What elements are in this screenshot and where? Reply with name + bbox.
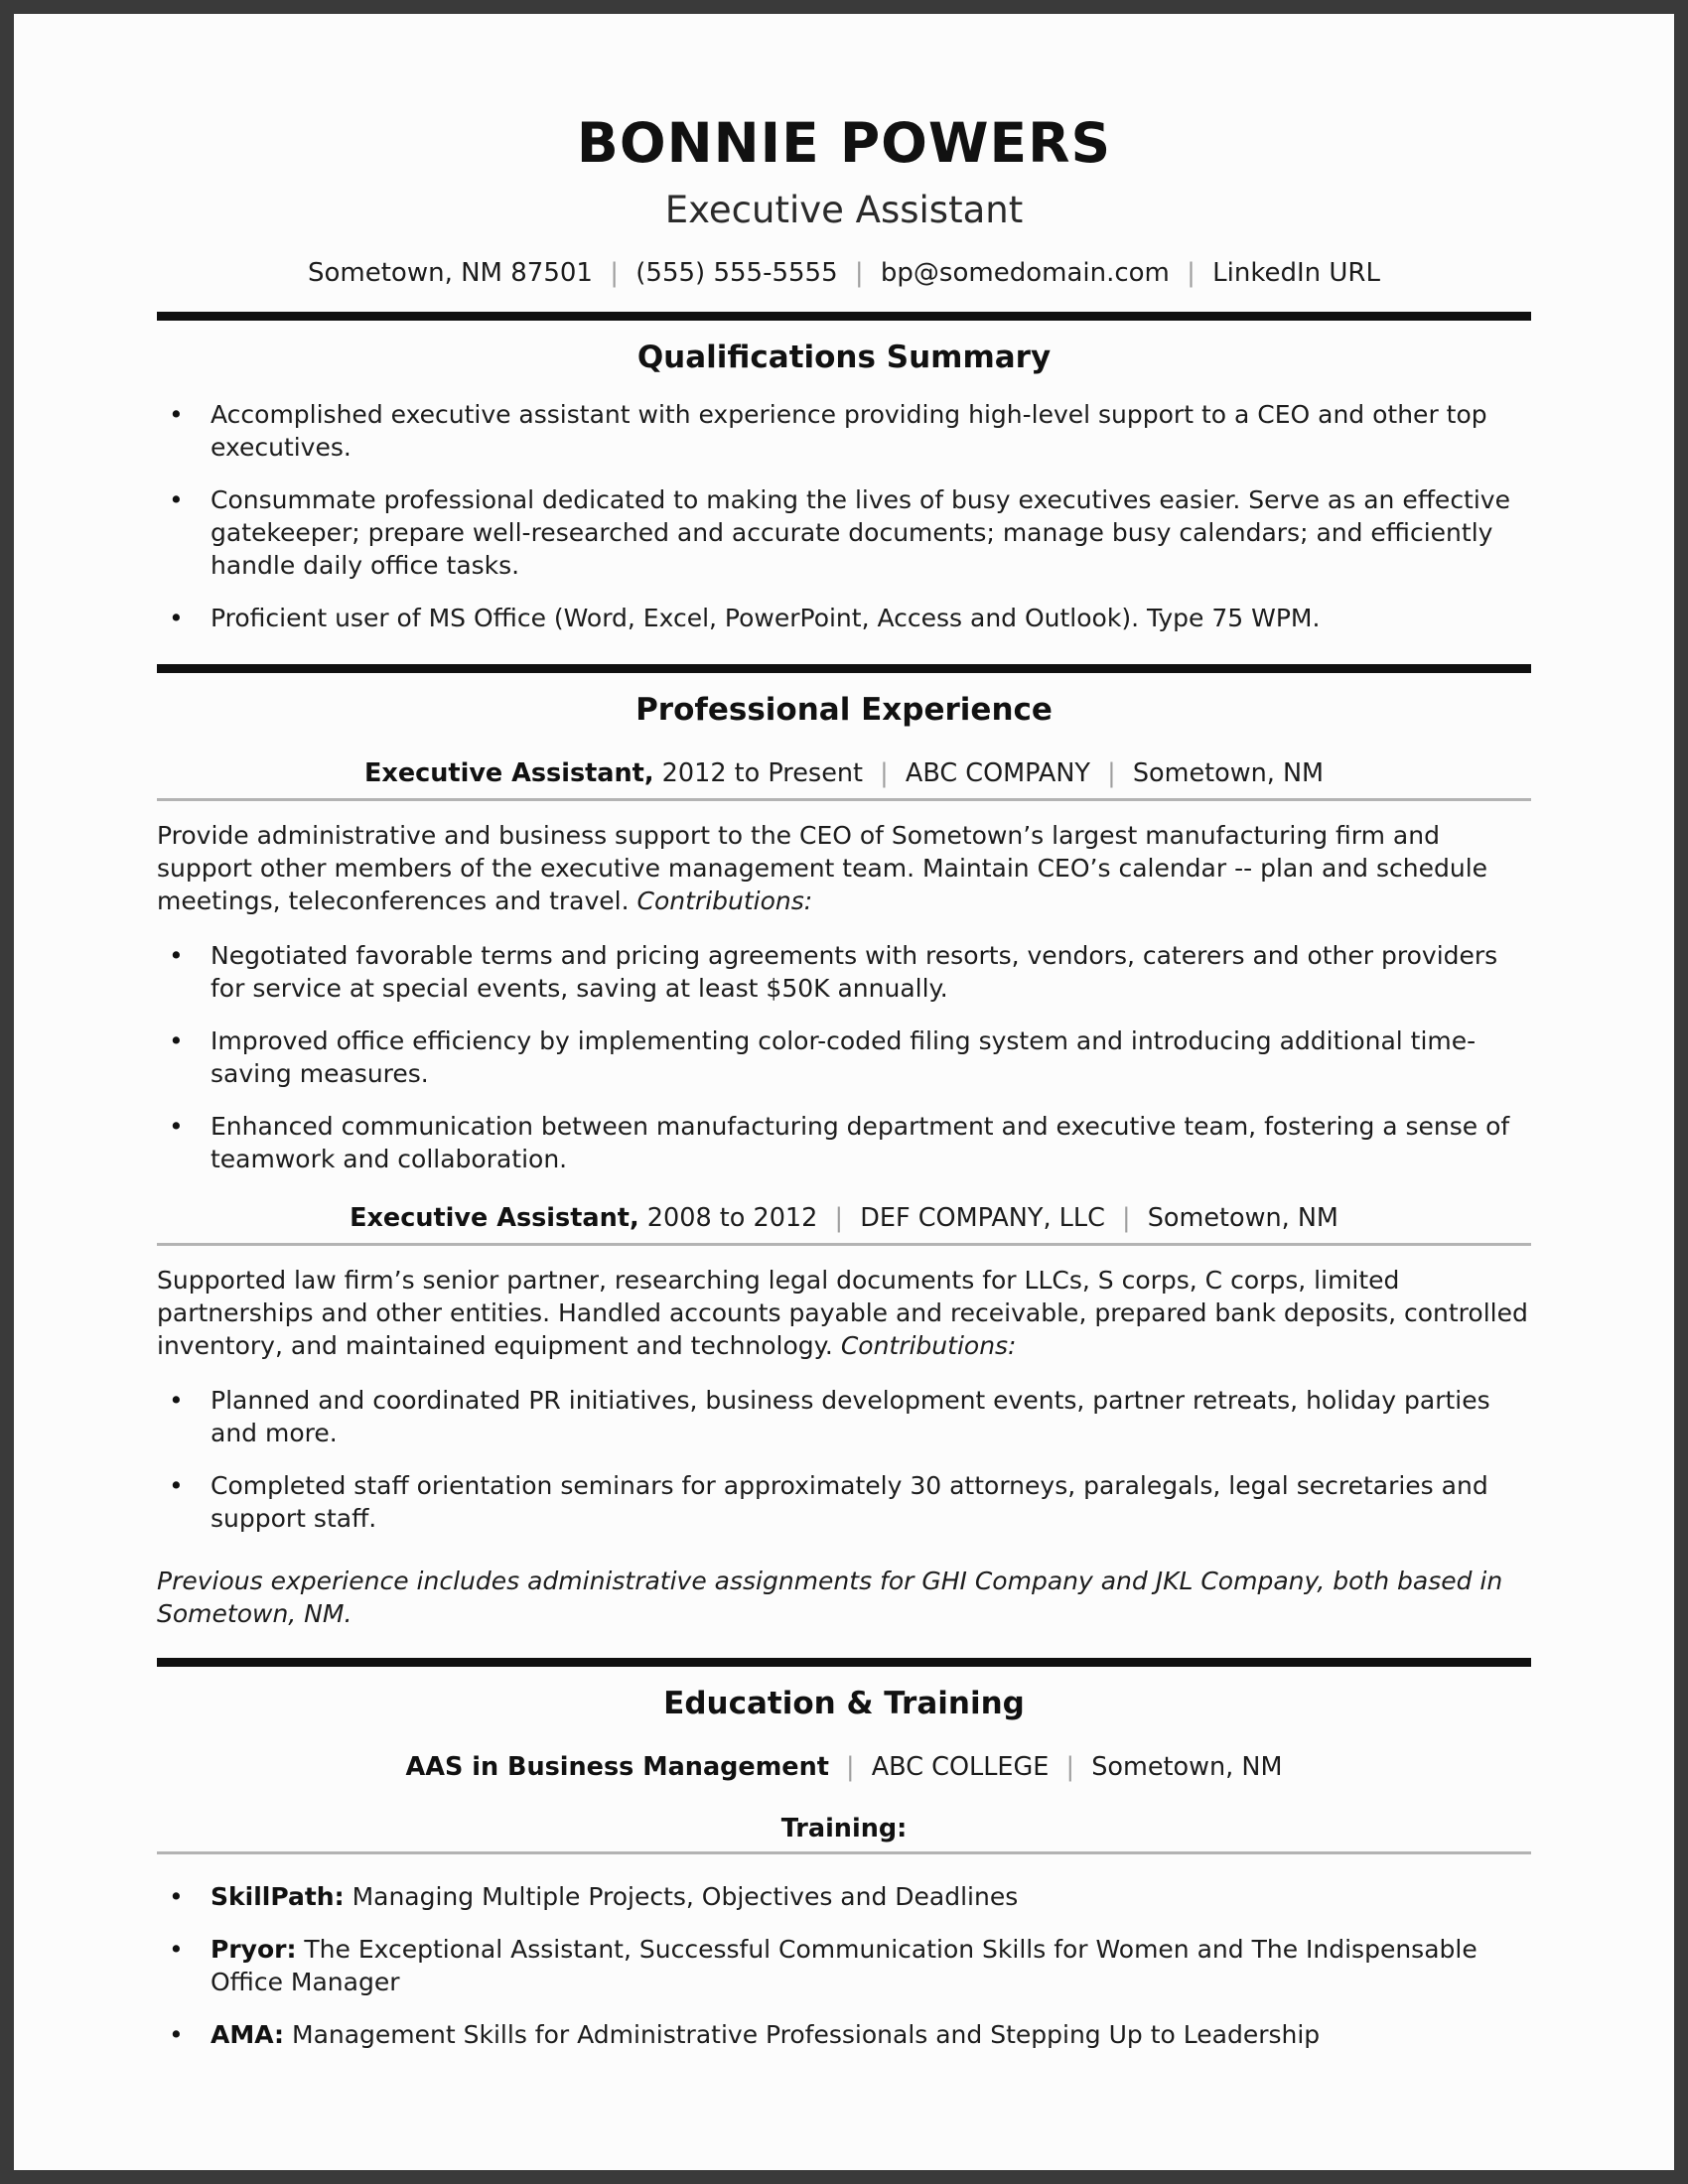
training-label: AMA: — [211, 2020, 285, 2049]
previous-experience-note: Previous experience includes administrative assignments for GHI Company and JKL Company, both based in Sometown, NM. — [157, 1567, 1503, 1628]
experience-item — [157, 1110, 1531, 1175]
contact-location: Sometown, NM 87501 — [308, 258, 593, 288]
candidate-title: Executive Assistant — [664, 189, 1024, 231]
bullet-icon: • — [169, 1112, 184, 1141]
college-location: Sometown, NM — [1091, 1752, 1283, 1782]
job-heading — [157, 1201, 1531, 1246]
training-text: Management Skills for Administrative Professionals and Stepping Up to Leadership — [292, 2020, 1321, 2049]
bullet-icon: • — [169, 2020, 184, 2049]
qualification-item — [157, 483, 1531, 582]
job-company: DEF COMPANY, LLC — [860, 1203, 1105, 1233]
training-label: SkillPath: — [211, 1882, 345, 1911]
degree-name: AAS in Business Management — [405, 1752, 829, 1782]
degree-separator: | — [1065, 1752, 1075, 1782]
job-separator: | — [1121, 1203, 1131, 1233]
experience-text: Improved office efficiency by implementing color-coded filing system and introducing additional time-saving measures. — [211, 1026, 1477, 1088]
qualification-item — [157, 398, 1531, 464]
training-text: Managing Multiple Projects, Objectives and Deadlines — [352, 1882, 1019, 1911]
job-separator: | — [834, 1203, 844, 1233]
bullet-icon: • — [169, 604, 184, 632]
contributions-label: Contributions: — [636, 887, 813, 915]
job-summary — [157, 819, 1531, 917]
job-dates: 2012 to Present — [661, 758, 864, 788]
qualification-item — [157, 602, 1531, 634]
training-text: The Exceptional Assistant, Successful Communication Skills for Women and The Indispensable Office Manager — [211, 1935, 1477, 1996]
section-divider — [157, 664, 1531, 673]
bullet-icon: • — [169, 941, 184, 970]
job-summary-text: Provide administrative and business support to the CEO of Sometown’s largest manufacturing firm and support other members of the executive management team. Maintain CEO’s calendar -- plan and schedule meetings, teleconferences and travel. — [157, 821, 1488, 915]
section-heading-qualifications: Qualifications Summary — [636, 340, 1052, 375]
training-item — [157, 1933, 1531, 1998]
bullet-icon: • — [169, 1026, 184, 1055]
section-divider — [157, 312, 1531, 321]
bullet-icon: • — [169, 1471, 184, 1500]
job-heading — [157, 756, 1531, 801]
resume-page — [14, 111, 1674, 2051]
contact-phone: (555) 555-5555 — [635, 258, 838, 288]
experience-text: Planned and coordinated PR initiatives, business development events, partner retreats, holiday parties and more. — [211, 1386, 1490, 1447]
bullet-icon: • — [169, 1882, 184, 1911]
contact-separator: | — [1187, 258, 1196, 288]
job-bullet-list — [157, 939, 1531, 1175]
contact-separator: | — [610, 258, 619, 288]
training-list — [157, 1880, 1531, 2051]
training-heading: Training: — [157, 1812, 1531, 1854]
experience-text: Negotiated favorable terms and pricing agreements with resorts, vendors, caterers and other providers for service at special events, saving at least $50K annually. — [211, 941, 1498, 1003]
experience-text: Enhanced communication between manufacturing department and executive team, fostering a sense of teamwork and collaboration. — [211, 1112, 1510, 1173]
experience-item — [157, 939, 1531, 1005]
contact-line — [157, 258, 1531, 288]
training-label: Pryor: — [211, 1935, 297, 1964]
job-bullet-list — [157, 1384, 1531, 1535]
section-heading-experience: Professional Experience — [635, 692, 1053, 728]
qualifications-list — [157, 398, 1531, 634]
experience-item — [157, 1384, 1531, 1449]
qualification-text: Accomplished executive assistant with experience providing high-level support to a CEO and other top executives. — [211, 400, 1487, 462]
contact-email: bp@somedomain.com — [880, 258, 1170, 288]
job-separator: | — [880, 758, 889, 788]
bullet-icon: • — [169, 400, 184, 429]
college-name: ABC COLLEGE — [871, 1752, 1050, 1782]
training-item — [157, 2018, 1531, 2051]
job-title: Executive Assistant, — [350, 1203, 639, 1233]
job-separator: | — [1107, 758, 1116, 788]
bullet-icon: • — [169, 485, 184, 514]
job-location: Sometown, NM — [1132, 758, 1325, 788]
candidate-name: BONNIE POWERS — [576, 111, 1112, 175]
job-location: Sometown, NM — [1147, 1203, 1338, 1233]
job-title: Executive Assistant, — [363, 758, 654, 788]
experience-item — [157, 1469, 1531, 1535]
contact-linkedin: LinkedIn URL — [1212, 258, 1380, 288]
contributions-label: Contributions: — [840, 1331, 1017, 1360]
bullet-icon: • — [169, 1386, 184, 1415]
bullet-icon: • — [169, 1935, 184, 1964]
contact-separator: | — [854, 258, 864, 288]
job-summary — [157, 1264, 1531, 1362]
section-divider — [157, 1658, 1531, 1667]
experience-item — [157, 1024, 1531, 1090]
degree-line — [157, 1750, 1531, 1784]
experience-text: Completed staff orientation seminars for approximately 30 attorneys, paralegals, legal secretaries and support staff. — [211, 1471, 1488, 1533]
job-company: ABC COMPANY — [905, 758, 1090, 788]
qualification-text: Consummate professional dedicated to making the lives of busy executives easier. Serve as an effective gatekeeper; prepare well-researched and accurate documents; manage busy calendars; and efficiently handle daily office tasks. — [211, 485, 1510, 580]
job-dates: 2008 to 2012 — [646, 1203, 818, 1233]
job-summary-text: Supported law firm’s senior partner, researching legal documents for LLCs, S corps, C corps, limited partnerships and other entities. Handled accounts payable and receivable, prepared bank deposits, controlled inventory, and maintained equipment and technology. — [157, 1266, 1528, 1360]
training-item — [157, 1880, 1531, 1913]
degree-separator: | — [846, 1752, 855, 1782]
section-heading-education: Education & Training — [663, 1686, 1025, 1721]
qualification-text: Proficient user of MS Office (Word, Excel, PowerPoint, Access and Outlook). Type 75 WPM. — [211, 604, 1321, 632]
